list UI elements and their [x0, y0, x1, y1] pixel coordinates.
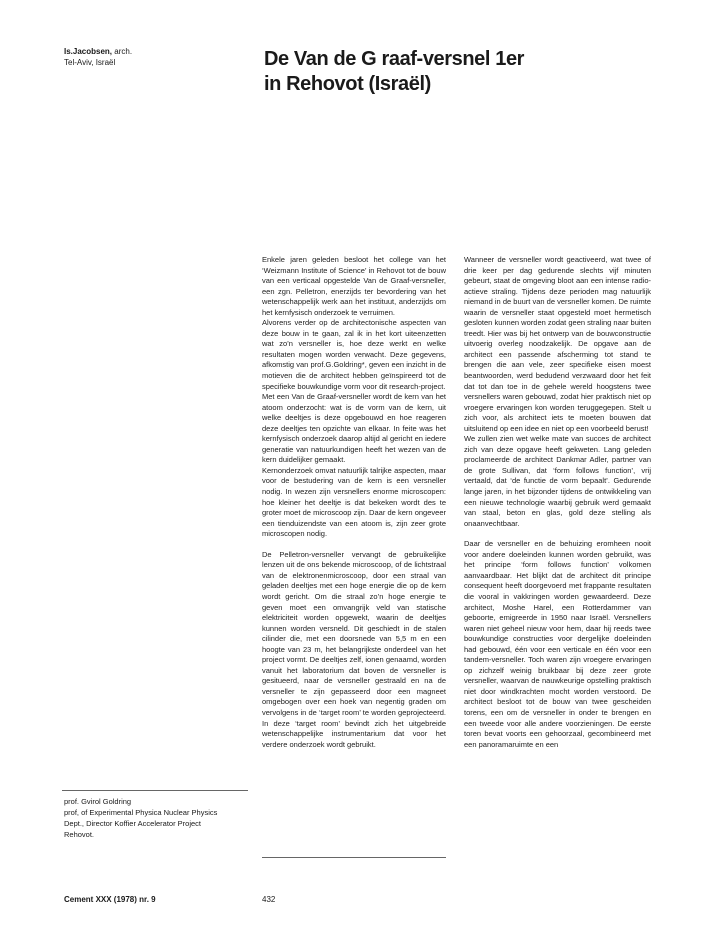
paragraph: Wanneer de versneller wordt geactiveerd, wat twee of drie keer per dag gedurende slechts vijf minuten gebeurt, staat de omgeving bloot aan een intense radio-actieve straling. Tijdens deze perioden mag natuurlijk niemand in de buurt van de versneller komen. De ruimte waarin de versneller staat opgesteld moet hermetisch gesloten kunnen worden zodat geen straling naar buiten treedt. Hier was bij het ontwerp van de bouwconstructie uitvoerig overleg noodzakelijk. De opgave aan de architect een passende afscherming tot stand te brengen die aan vele, zeer specifieke eisen moest beantwoorden, werd bedudend verzwaard door het feit dat tot dan toe in de gehele wereld hoogstens twee versnellers waren gebouwd, zodat hier praktisch niet op vroegere ervaringen kon worden teruggegepen. Stelt u zich voor, als architect iets te moeten bouwen dat uitsluitend op een idee en niet op een voorbeeld berust!	[464, 255, 651, 433]
title-line-1: De Van de G raaf-versnel 1er	[264, 48, 525, 70]
footnote-caption	[64, 796, 254, 840]
paragraph: De Pelletron-versneller vervangt de gebruikelijke lenzen uit de ons bekende microscoop, of de lichtstraal van de elektronenmicroscoop, door een straal van geladen deeltjes met een hoge energie die op de kern wordt gericht. Om die straal zo’n hoge energie te geven moet een omvangrijk veld van statische elektriciteit worden opgewekt, waarin de deeltjes kunnen worden versneld. Dit geschiedt in de stalen cilinder die, met een doorsnede van 5,5 m en een hoogte van 23 m, het belangrijkste onderdeel van het project vormt. De deeltjes zelf, ionen genaamd, worden vanuit het laboratorium dat boven de versneller is gesitueerd, naar de versneller gestraald en na de versneller te zijn gepasseerd door een magneet omgebogen over een hoek van negentig graden om vervolgens in de ‘target room’ te worden geprojecteerd. In deze ‘target room’ bevindt zich het uitgebreide wetenschappelijke instrumentarium dat voor het verdere onderzoek wordt gebruikt.	[262, 549, 446, 749]
paragraph: Kernonderzoek omvat natuurlijk talrijke aspecten, maar voor de bestudering van de kern is een versneller nodig. In wezen zijn versnellers enorme microscopen: hoe kleiner het deeltje is dat bekeken wordt des te groter moet de microscoop zijn. Daar de kern ongeveer een tienduizendste van een atoom is, zijn zeer grote microscopen nodig.	[262, 465, 446, 539]
caption-line: Rehovot.	[64, 830, 95, 839]
page-number: 432	[262, 895, 276, 904]
caption-line: prof. Gvirol Goldring	[64, 797, 132, 806]
title-line-2: in Rehovot (Israël)	[264, 73, 431, 95]
article-title	[264, 47, 664, 97]
paragraph: Met een Van de Graaf-versneller wordt de kern van het atoom onderzocht: wat is de vorm van de kern, uit welke deeltjes is deze opgebouwd en hoe reageren deze deeltjes ten opzichte van elkaar. In feite was het kernfysisch onderzoek daarop altijd al gericht en iedere generatie van natuurkundigen heeft het wezen van de kern duidelijker gemaakt.	[262, 392, 446, 465]
author-role: arch.	[112, 47, 133, 56]
caption-divider	[62, 790, 248, 791]
author-name: Is.Jacobsen,	[64, 47, 113, 56]
journal-footer: Cement XXX (1978) nr. 9	[64, 895, 156, 904]
paragraph: We zullen zien wet welke mate van succes de architect zich van deze opgave heeft gekweten. Lang geleden proclameerde de architect Dankmar Adler, partner van de grote Sullivan, dat ‘form follows function’, vrij vertaald, dat ‘de functie de vorm bepaalt’. Gedurende lange jaren, in het bijzonder tijdens de ontwikkeling van een nieuwe technologie waarbij gebruik werd gemaakt van staal, beton en glas, gold deze stelling als onaanvechtbaar.	[464, 434, 651, 528]
paragraph: Alvorens verder op de architectonische aspecten van deze bouw in te gaan, zal ik in het kort uiteenzetten wat zo’n versneller is, hoe deze werkt en welke resultaten mogen worden verwacht. Deze gegevens, afkomstig van prof.G.Goldring*, geven een inzicht in de motieven die de architect hebben geïnspireerd tot de specifieke bouwkundige vorm voor dit research-project.	[262, 318, 446, 391]
caption-line: prof, of Experimental Physica Nuclear Physics	[64, 808, 218, 817]
column-end-divider	[262, 857, 446, 858]
body-column-2	[464, 255, 651, 750]
paragraph: Daar de versneller en de behuizing eromheen nooit voor andere doeleinden kunnen worden gebruikt, was het principe ‘form follows function’ volkomen aanvaardbaar. Het blijkt dat de architect dit principe consequent heeft doorgevoerd met frappante resultaten die vooral in vakkringen worden gewaardeerd. Deze architect, Moshe Harel, een Rotterdammer van geboorte, emigreerde in 1950 naar Israël. Versnellers waren niet geheel nieuw voor hem, daar hij reeds twee bouwkundige constructies voor dergelijke doeleinden had gebouwd, één voor een verticale en één voor een tandem-versneller. Toch waren zijn vroegere ervaringen op zichzelf weinig bruikbaar bij deze zeer grote versneller, waarvan de nauwkeurige opstelling praktisch niet door windkrachten mocht worden verstoord. De architect besloot tot de bouw van twee gescheiden torens, een om de versneller in onder te brengen en een tweede voor alle andere voorzieningen. De eerste toren bevat voorts een gehoorzaal, gecombineerd met een panoramaruimte en een	[464, 539, 651, 749]
body-column-1	[262, 255, 446, 750]
author-location: Tel-Aviv, Israël	[64, 58, 116, 67]
paragraph: Enkele jaren geleden besloot het college van het ‘Weizmann Institute of Science’ in Rehovot tot de bouw van een verticaal opgestelde Van de Graaf-versneller, een zgn. Pelletron, enerzijds ter bevordering van het wetenschappelijk werk aan het instituut, anderzijds om het kernfysisch onderzoek te verruimen.	[262, 255, 446, 317]
author-block	[64, 46, 132, 68]
caption-line: Dept., Director Koffier Accelerator Project	[64, 819, 201, 828]
